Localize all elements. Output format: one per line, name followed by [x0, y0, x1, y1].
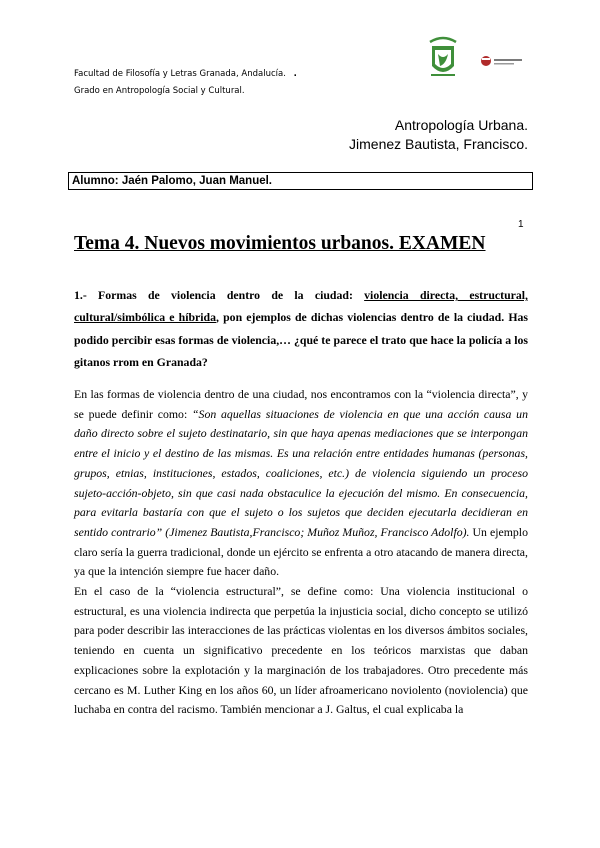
p1-citation: (Jimenez Bautista,Francisco; Muñoz Muñoz, Francisco Adolfo). — [162, 524, 470, 539]
university-logo — [480, 52, 524, 70]
faculty-text: Facultad de Filosofía y Letras Granada, Andalucía. — [74, 69, 286, 79]
question-suffix: , pon ejemplos de dichas violencias dentro de la ciudad. Has podido percibir esas formas de violencia,… ¿qué te parece el trato que hace la policía a los gitanos rrom en Granada? — [74, 310, 529, 369]
answer-text — [74, 385, 528, 720]
faculty-mark: . — [293, 69, 297, 79]
question-prefix: 1.- Formas de violencia dentro de la ciudad: — [74, 288, 365, 302]
p1-rest: Un ejemplo claro sería la guerra tradicional, donde un ejército se enfrenta a otro atacando de manera directa, ya que la intención siempre fue hacer daño. — [74, 524, 528, 579]
course-professor: Jimenez Bautista, Francisco. — [349, 136, 528, 152]
page-number: 1 — [518, 219, 524, 230]
junta-andalucia-logo — [426, 36, 460, 80]
student-name: Alumno: Jaén Palomo, Juan Manuel. — [72, 175, 273, 187]
degree-line: Grado en Antropología Social y Cultural. — [74, 86, 245, 96]
answer-paragraph-1 — [74, 385, 528, 582]
course-subject: Antropología Urbana. — [394, 117, 528, 133]
p1-intro: En las formas de violencia dentro de una ciudad, nos encontramos con la “violencia directa”, y se puede definir como: — [74, 387, 528, 421]
exam-question — [74, 284, 528, 373]
question-underlined: violencia directa, estructural, cultural/simbólica e híbrida — [74, 288, 528, 325]
student-box — [68, 172, 533, 190]
answer-paragraph-2: En el caso de la “violencia estructural”, se define como: Una violencia institucional o estructural, es una violencia indirecta que perpetúa la injusticia social, dicho concepto se utilizó para poder describir las interacciones de las prácticas violentas en los diversos ámbitos sociales, teniendo en cuenta un significativo precedente en los teóricos marxistas que daban explicaciones sobre la explotación y la marginación de los trabajadores. Otro precedente más cercano es M. Luther King en los años 60, un líder afroamericano noviolento (noviolencia) que luchaba en contra del racismo. También mencionar a J. Galtus, el cual explicaba la — [74, 584, 528, 717]
p1-quote: “Son aquellas situaciones de violencia en que una acción causa un daño directo sobre el sujeto destinatario, sin que haya apenas mediaciones que se interpongan entre el inicio y el destino de las mismas. Es una relación entre entidades humanas (personas, grupos, etnias, instituciones, estados, coaliciones, etc.) de violencia siguiendo un proceso sujeto-acción-objeto, sin que casi nada obstaculice la ejecución del mismo. En consecuencia, para evitarla bastaría con que el sujeto o los sujetos que deciden ejecutarla decidieran en sentido contrario” — [74, 406, 528, 539]
document-title: Tema 4. Nuevos movimientos urbanos. EXAMEN — [74, 233, 486, 254]
faculty-line — [74, 69, 297, 79]
